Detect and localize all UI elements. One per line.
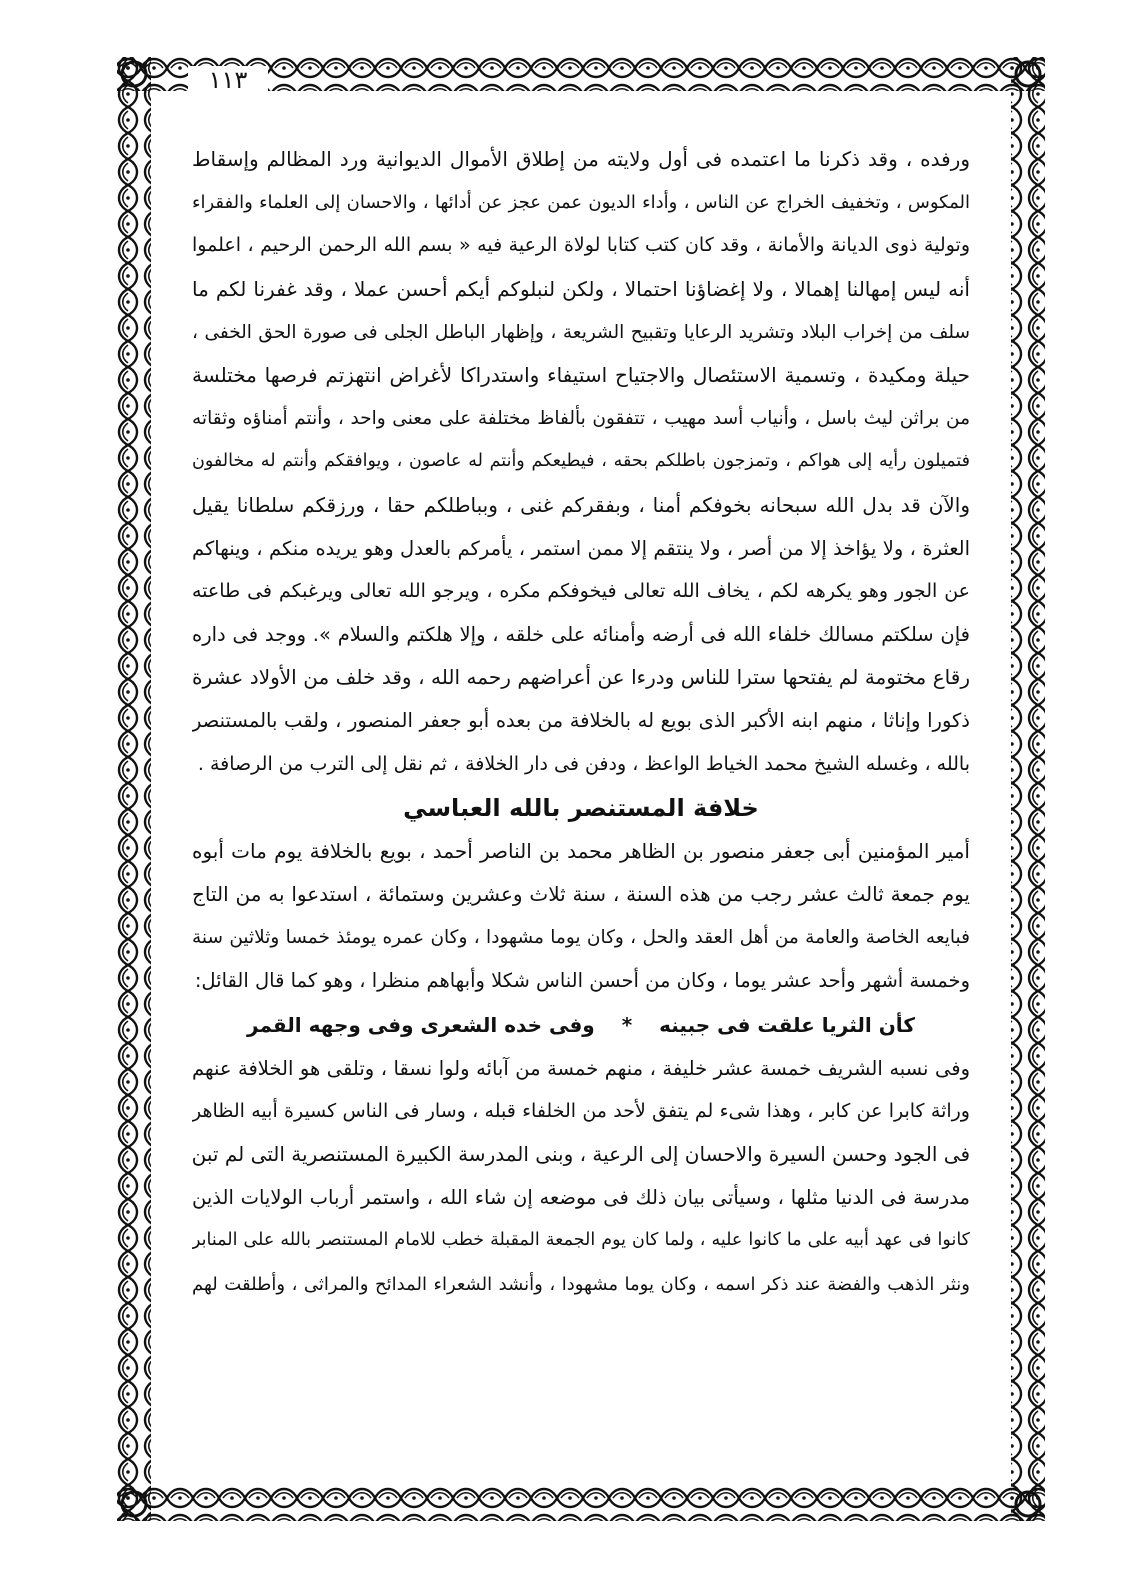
- verse-separator: *: [621, 1012, 633, 1037]
- text-line: والآن قد بدل الله سبحانه بخوفكم أمنا ، وبفقركم غنى ، وبباطلكم حقا ، ورزقكم سلطانا يقيل: [192, 492, 970, 517]
- verse-hemistich-first: كأن الثريا علقت فى جبينه: [659, 1012, 915, 1037]
- poetry-verse: [192, 1003, 970, 1047]
- text-line: بالله ، وغسله الشيخ محمد الخياط الواعظ ، ودفن فى دار الخلافة ، ثم نقل إلى الترب من الرصافة .: [197, 752, 970, 775]
- text-line: عن الجور وهو يكرهه لكم ، يخاف الله تعالى فيخوفكم مكره ، ويرجو الله تعالى ويرغبكم فى طاعته: [192, 579, 970, 602]
- text-line: مدرسة فى الدنيا مثلها ، وسيأتى بيان ذلك فى موضعه إن شاء الله ، واستمر أرباب الولايات الذين: [192, 1186, 970, 1210]
- text-line: ونثر الذهب والفضة عند ذكر اسمه ، وكان يوما مشهودا ، وأنشد الشعراء المدائح والمراثى ، وأطلقت لهم: [192, 1273, 970, 1295]
- paragraph: [192, 1047, 970, 1306]
- text-line: أمير المؤمنين أبى جعفر منصور بن الظاهر محمد بن الناصر أحمد ، بويع بالخلافة يوم مات أبوه: [192, 838, 970, 863]
- text-line: وراثة كابرا عن كابر ، وهذا شىء لم يتفق لأحد من الخلفاء قبله ، وسار فى الناس كسيرة أبيه الظاهر: [192, 1099, 970, 1122]
- text-line: وخمسة أشهر وأحد عشر يوما ، وكان من أحسن الناس شكلا وأبهاهم منظرا ، وهو كما قال القائل:: [194, 969, 970, 993]
- paragraph: [192, 138, 970, 786]
- page-number: ١١٣: [188, 66, 268, 94]
- text-line: رقاع مختومة لم يفتحها سترا للناس ودرءا عن أعراضهم رحمه الله ، وقد خلف من الأولاد عشرة: [192, 665, 970, 690]
- text-line: يوم جمعة ثالث عشر رجب من هذه السنة ، سنة ثلاث وعشرين وستمائة ، استدعوا به من التاج: [192, 882, 970, 906]
- text-line: ذكورا وإناثا ، منهم ابنه الأكبر الذى بويع له بالخلافة من بعده أبو جعفر المنصور ، ولقب بالمستنصر: [192, 709, 970, 733]
- verse-hemistich-second: وفى خده الشعرى وفى وجهه القمر: [247, 1012, 595, 1037]
- text-line: فبايعه الخاصة والعامة من أهل العقد والحل ، وكان يوما مشهودا ، وكان عمره يومئذ خمسا وثلاثين سنة: [192, 927, 970, 949]
- text-line: وفى نسبه الشريف خمسة عشر خليفة ، منهم خمسة من آبائه ولوا نسقا ، وتلقى هو الخلافة عنهم: [192, 1056, 970, 1080]
- section-heading: خلافة المستنصر بالله العباسي: [403, 793, 759, 822]
- text-line: العثرة ، ولا يؤاخذ إلا من أصر ، ولا ينتقم إلا ممن استمر ، يأمركم بالعدل وهو يريده منكم ، وينهاكم: [192, 536, 970, 560]
- text-line: فإن سلكتم مسالك خلفاء الله فى أرضه وأمنائه على خلقه ، وإلا هلكتم والسلام ». ووجد فى داره: [192, 623, 970, 647]
- paragraph: [192, 830, 970, 1003]
- text-line: فتميلون رأيه إلى هواكم ، وتمزجون باطلكم بحقه ، فيطيعكم وأنتم له عاصون ، ويوافقكم وأنتم له مخالفون: [192, 451, 970, 472]
- text-line: المكوس ، وتخفيف الخراج عن الناس ، وأداء الديون عمن عجز عن أدائها ، والاحسان إلى العلماء والفقراء: [192, 192, 970, 214]
- text-line: حيلة ومكيدة ، وتسمية الاستئصال والاجتياح استيفاء واستدراكا لأغراض انتهزتم فرصها مختلسة: [192, 362, 970, 387]
- text-line: سلف من إخراب البلاد وتشريد الرعايا وتقبيح الشريعة ، وإظهار الباطل الجلى فى صورة الحق الخفى ،: [192, 321, 970, 343]
- text-line: من براثن ليث باسل ، وأنياب أسد مهيب ، تتفقون بألفاظ مختلفة على معنى واحد ، وأنتم أمناؤه وثقاته: [192, 408, 970, 430]
- text-line: فى الجود وحسن السيرة والاحسان إلى الرعية ، وبنى المدرسة الكبيرة المستنصرية التى لم تبن: [192, 1141, 970, 1166]
- text-line: وتولية ذوى الديانة والأمانة ، وقد كان كتب كتابا لولاة الرعية فيه « بسم الله الرحمن الرحيم ، اعلموا: [192, 234, 970, 257]
- text-line: ورفده ، وقد ذكرنا ما اعتمده فى أول ولايته من إطلاق الأموال الديوانية ورد المظالم وإسقاط: [192, 147, 970, 171]
- page-body: [192, 138, 970, 1306]
- text-line: كانوا فى عهد أبيه على ما كانوا عليه ، ولما كان يوم الجمعة المقبلة خطب للامام المستنصر بالله على المنابر: [192, 1230, 970, 1251]
- text-line: أنه ليس إمهالنا إهمالا ، ولا إغضاؤنا احتمالا ، ولكن لنبلوكم أيكم أحسن عملا ، وقد غفرنا لكم ما: [192, 276, 970, 301]
